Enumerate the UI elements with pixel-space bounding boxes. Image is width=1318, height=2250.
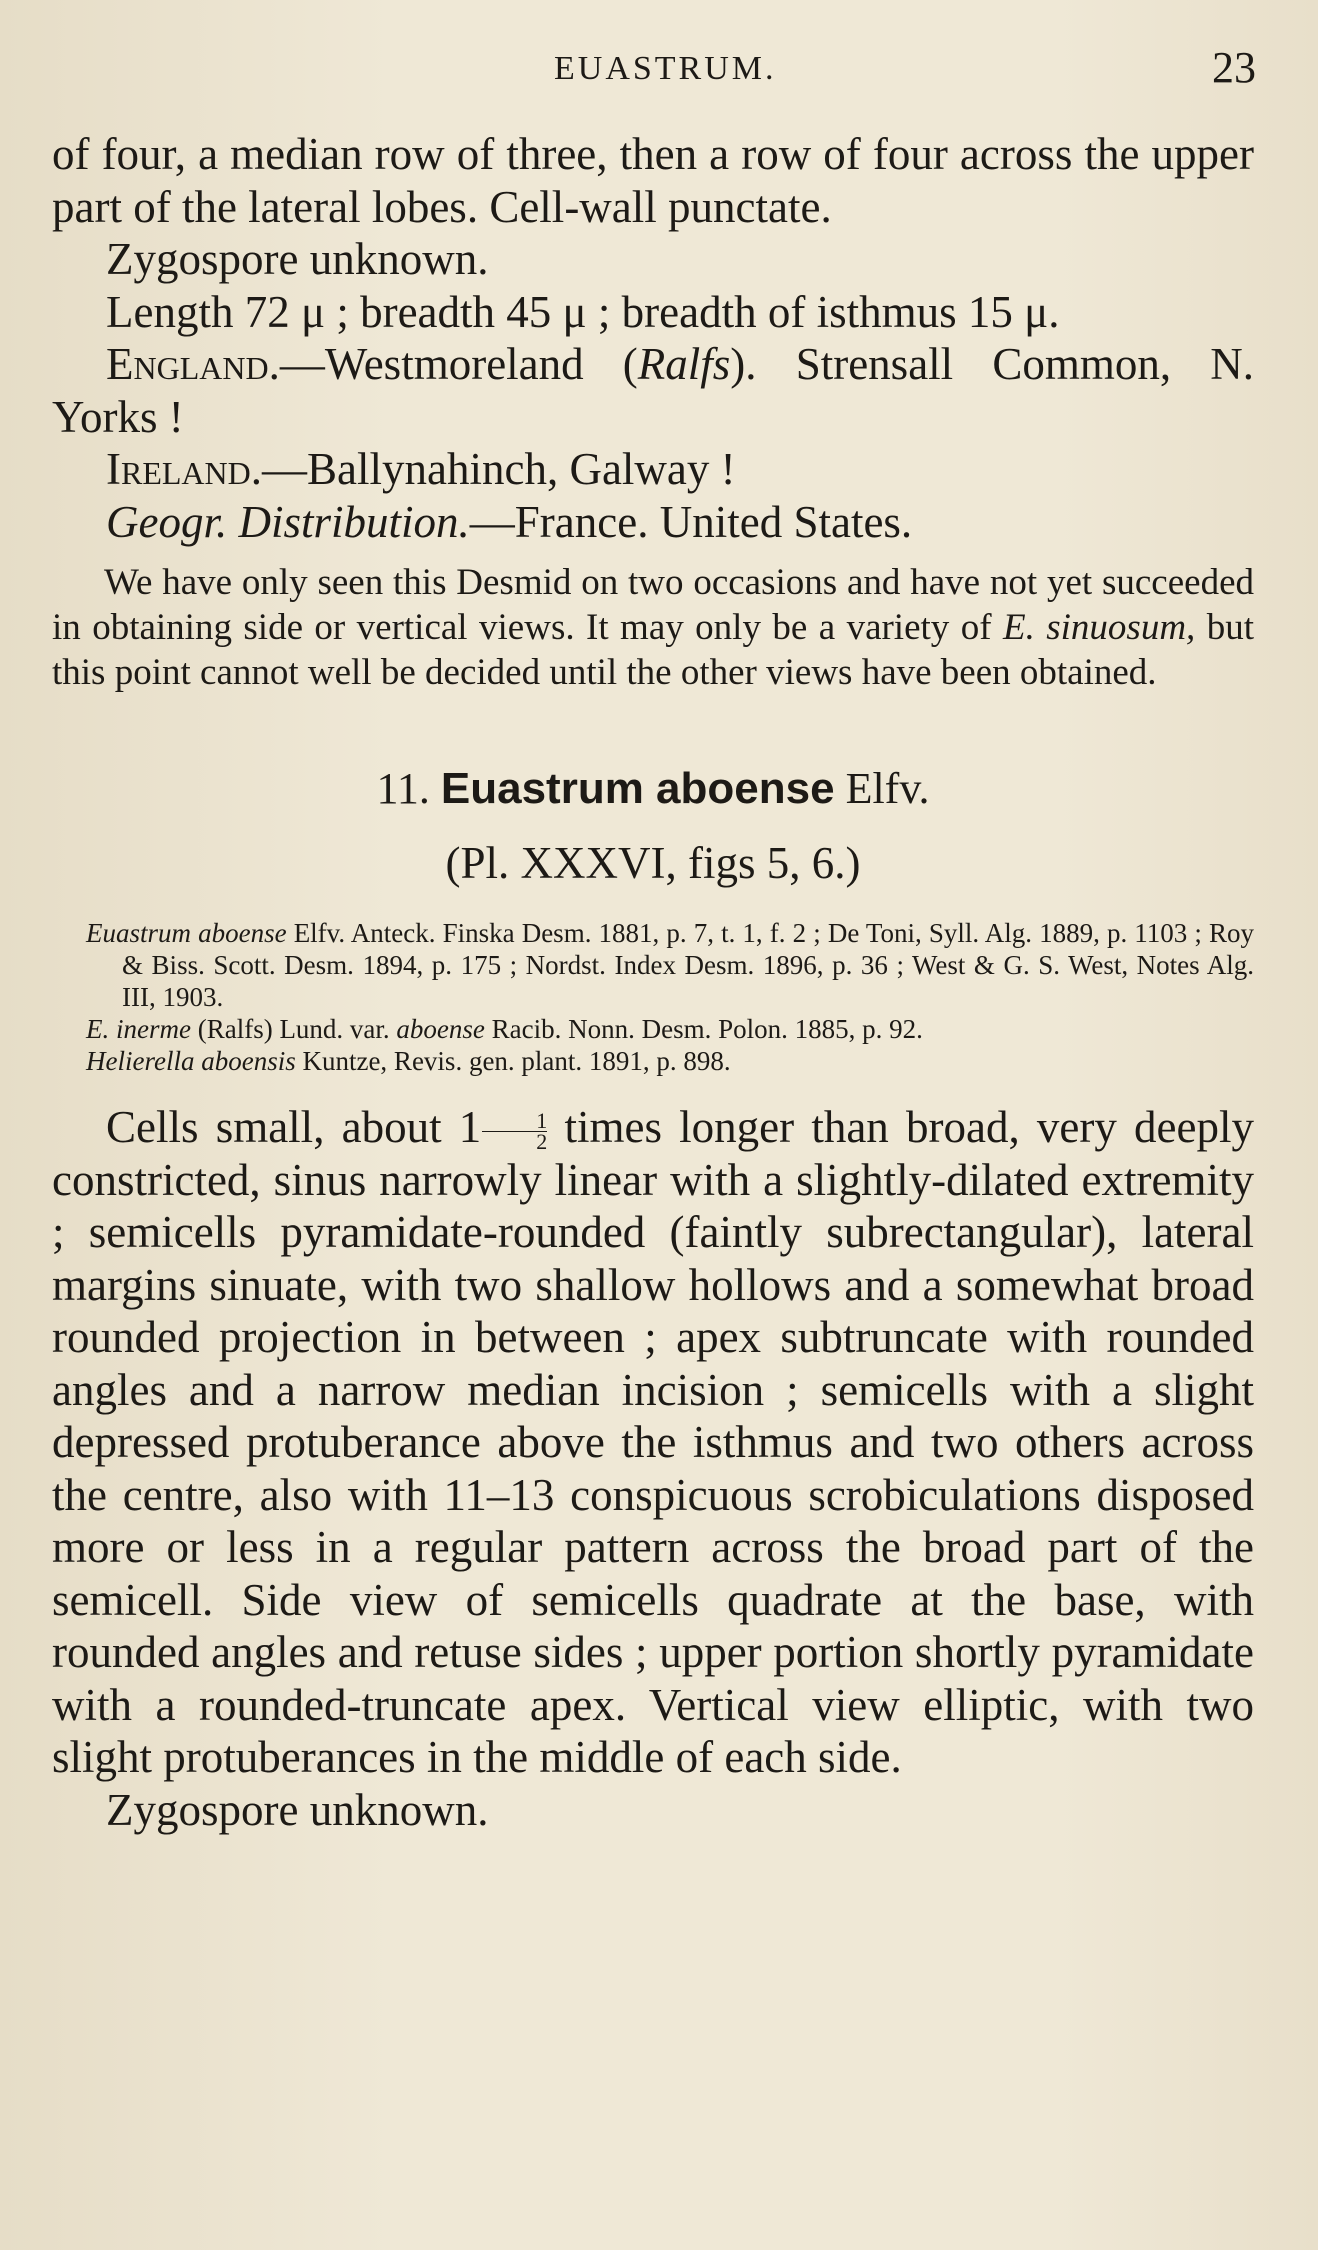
england-locality xyxy=(52,338,1254,443)
fraction-numerator: 1 xyxy=(482,1111,547,1132)
england-label: England xyxy=(106,339,269,389)
measurement-line: Length 72 μ ; breadth 45 μ ; breadth of isthmus 15 μ. xyxy=(106,286,1060,337)
synonym-citation-b: Racib. Nonn. Desm. Polon. 1885, p. 92. xyxy=(484,1014,923,1044)
synonym-citation-a: (Ralfs) Lund. var. xyxy=(190,1014,397,1044)
synonymy-list xyxy=(52,917,1254,1077)
plate-reference: (Pl. XXXVI, figs 5, 6.) xyxy=(445,838,861,888)
note-text-a: We have only seen this Desmid on two occasions and have not yet succeeded in obtaining side or vertical views. It may only be a variety of xyxy=(52,562,1254,648)
desc-text-b: times longer than broad, very deeply constricted, sinus narrowly linear with a slightly-dilated extremity ; semicells pyramidate-rounded (faintly subrectangular), lateral margins sinuate, with two shallow hollows and a somewhat broad rounded projection in between ; apex subtruncate with rounded angles and a narrow median incision ; semicells with a slight depressed protuberance above the isthmus and two others across the centre, also with 11–13 conspicuous scrobiculations disposed more or less in a regular pattern across the broad part of the semicell. Side view of semicells quadrate at the base, with rounded angles and retuse sides ; upper portion shortly pyramidate with a rounded-truncate apex. Vertical view elliptic, with two slight protuberances in the middle of each side. xyxy=(52,1102,1254,1782)
page-body xyxy=(52,128,1254,1836)
england-ralfs: Ralfs xyxy=(637,339,731,389)
england-text-b: ). Strensall Common, N. Yorks ! xyxy=(52,339,1254,442)
synonym-entry xyxy=(86,1013,1254,1045)
zygospore-line-2: Zygospore unknown. xyxy=(106,1784,489,1835)
synonym-citation: Kuntze, Revis. gen. plant. 1891, p. 898. xyxy=(295,1046,731,1076)
fraction-denominator: 2 xyxy=(536,1129,548,1155)
species-number: 11. xyxy=(376,764,441,813)
synonym-citation: Elfv. Anteck. Finska Desm. 1881, p. 7, t. 1, f. 2 ; De Toni, Syll. Alg. 1889, p. 1103 ; Roy & Biss. Scott. Desm. 1894, p. 175 ; Nordst. Index Desm. 1896, p. 36 ; West & G. S. West, Notes Alg. III, 1903. xyxy=(122,918,1254,1012)
geogr-text: —France. United States. xyxy=(469,496,913,547)
zygospore-line: Zygospore unknown. xyxy=(106,234,489,284)
geogr-label: Geogr. Distribution. xyxy=(106,496,470,547)
page-number: 23 xyxy=(1212,43,1256,92)
synonym-entry xyxy=(86,917,1254,1013)
synonym-name: E. inerme xyxy=(86,1014,191,1044)
ireland-locality xyxy=(52,443,1254,496)
continued-paragraph: of four, a median row of three, then a row of four across the upper part of the lateral lobes. Cell-wall punctate. xyxy=(52,129,1254,232)
england-text-a: .—Westmoreland ( xyxy=(268,339,638,389)
geographic-distribution xyxy=(52,496,1254,549)
running-title: EUASTRUM. xyxy=(554,50,777,87)
synonym-entry xyxy=(86,1045,1254,1077)
synonym-variety: aboense xyxy=(396,1014,485,1044)
note-text-b: but this point cannot well be decided until the other views have been obtained. xyxy=(52,607,1255,693)
one-half-fraction xyxy=(482,1108,548,1155)
synonym-name: Helierella aboensis xyxy=(86,1046,296,1076)
species-heading xyxy=(52,763,1254,815)
ireland-label: Ireland xyxy=(106,444,251,494)
note-species: E. sinuosum, xyxy=(1002,607,1196,648)
species-author: Elfv. xyxy=(834,764,930,813)
desc-text-a: Cells small, about 1 xyxy=(106,1102,482,1152)
species-name: Euastrum aboense xyxy=(440,764,835,813)
observation-note xyxy=(52,560,1254,695)
ireland-text: .—Ballynahinch, Galway ! xyxy=(250,444,736,494)
page-header xyxy=(0,42,1318,102)
species-description xyxy=(52,1101,1254,1784)
synonym-name: Euastrum aboense xyxy=(86,918,287,948)
